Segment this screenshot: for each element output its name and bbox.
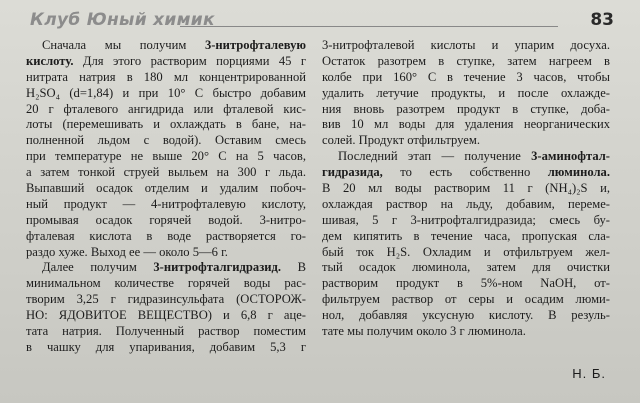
left-text-column [26,38,306,356]
text-line [322,102,610,118]
text-segment: ния вновь разотрем продукт в ступке, доба- [322,101,610,116]
bold-text: люминола. [547,165,610,180]
text-line [26,149,306,165]
text-line [322,324,610,340]
text-line [26,308,306,324]
text-line [322,260,610,276]
text-line [26,38,306,54]
text-segment: нитрата натрия в 180 мл концентрированной [26,69,306,84]
author-signature: Н. Б. [572,366,606,381]
text-segment: тата натрия. Полученный раствор поместим [26,324,306,339]
text-segment: удалить летучие продукты, и после охлажде- [322,85,610,100]
text-segment: полненной льдом с водой). Оставим смесь [26,133,306,148]
text-segment: а затем тонкой струей выльем на 300 г льда. [26,165,306,180]
text-segment: дем кипятить в течение часа, пропуская сла- [322,228,610,243]
text-line [322,70,610,86]
text-line [322,133,610,149]
text-segment: лоты (перемешивать и охлаждать в бане, на- [26,117,306,132]
text-line [26,86,306,102]
text-segment: растворим продукт в 5%-ном NaOH, от- [322,276,610,291]
text-segment: минимальном количестве горячей воды рас- [26,276,306,291]
text-line [26,117,306,133]
text-line [26,340,306,356]
text-segment: НО: ЯДОВИТОЕ ВЕЩЕСТВО) и 6,8 г аце- [26,308,306,323]
text-segment: Далее получим [42,260,154,275]
text-line [322,197,610,213]
text-segment: Последний этап — получение [338,149,532,164]
text-segment: то есть собственно [382,165,548,180]
text-line [26,245,306,261]
text-line [26,292,306,308]
text-line [26,260,306,276]
text-line [322,165,610,181]
text-segment: тый осадок люминола, затем для очистки [322,260,610,275]
section-title: Клуб Юный химик [30,10,215,30]
text-segment: бый ток H₂S. Охладим и отфильтруем жел- [322,244,610,259]
text-segment: В 20 мл воды растворим 11 г (NH₄)₂S и, [322,181,610,196]
bold-text: 3-нитрофталгидразид. [153,260,282,275]
text-segment: при температуре не выше 20° С на 5 часов, [26,149,306,164]
text-line [322,149,610,165]
text-segment: шивая, 5 г 3-нитрофталгидразида; смесь бу- [322,212,610,227]
text-segment: солей. Продукт отфильтруем. [322,133,480,148]
text-line [26,276,306,292]
text-segment: В [281,260,306,275]
text-segment: H₂SO₄ (d=1,84) и при 10° С быстро добавим [26,85,306,100]
text-line [322,181,610,197]
text-line [26,165,306,181]
text-segment: 20 г фталевого ангидрида или фталевой кис- [26,101,306,116]
text-line [26,213,306,229]
text-segment: в чашку для упаривания, добавим 5,3 г [26,339,306,354]
text-line [26,54,306,70]
text-segment: фталевая кислота в воде растворяется го- [26,228,306,243]
page-header [0,8,640,34]
text-segment: нол, добавляя уксусную кислоту. В резуль- [322,308,610,323]
text-segment: охлаждая раствор на льду, добавим, переме- [322,196,610,211]
text-segment: тате мы получим около 3 г люминола. [322,324,526,339]
text-line [322,292,610,308]
text-segment: ный продукт — 4-нитрофталевую кислоту, [26,196,306,211]
text-segment: Сначала мы получим [42,38,205,52]
right-text-column [322,38,610,340]
text-segment: творим 3,25 г гидразинсульфата (ОСТОРОЖ- [26,292,306,307]
bold-text: гидразида, [322,165,383,180]
text-line [26,324,306,340]
text-line [26,102,306,118]
text-line [26,133,306,149]
text-line [322,308,610,324]
page-number: 83 [590,10,614,30]
bold-text: 3-нитрофталевую [204,38,306,52]
header-rule [180,26,558,27]
text-line [26,197,306,213]
text-segment: Для этого растворим порциями 45 г [73,53,306,68]
text-segment: фильтруем раствор от серы и осадим люми- [322,292,610,307]
text-line [26,181,306,197]
text-segment: 3-нитрофталевой кислоты и упарим досуха. [322,38,610,52]
text-segment: промывая осадок горячей водой. 3-нитро- [26,212,306,227]
bold-text: кислоту. [26,53,74,68]
text-line [322,54,610,70]
text-segment: колбе при 160° С в течение 3 часов, чтобы [322,69,610,84]
text-line [322,245,610,261]
text-segment: Выпавший осадок отделим и удалим побоч- [26,181,306,196]
text-line [322,117,610,133]
text-segment: Остаток разотрем в ступке, затем нагреем в [322,53,610,68]
text-line [322,276,610,292]
text-segment: вив 10 мл воды для удаления неорганических [322,117,610,132]
text-line [322,229,610,245]
text-line [322,86,610,102]
text-line [322,38,610,54]
text-line [26,70,306,86]
bold-text: 3-аминофтал- [531,149,610,164]
text-segment: раздо хуже. Выход ее — около 5—6 г. [26,244,228,259]
text-line [26,229,306,245]
text-line [322,213,610,229]
